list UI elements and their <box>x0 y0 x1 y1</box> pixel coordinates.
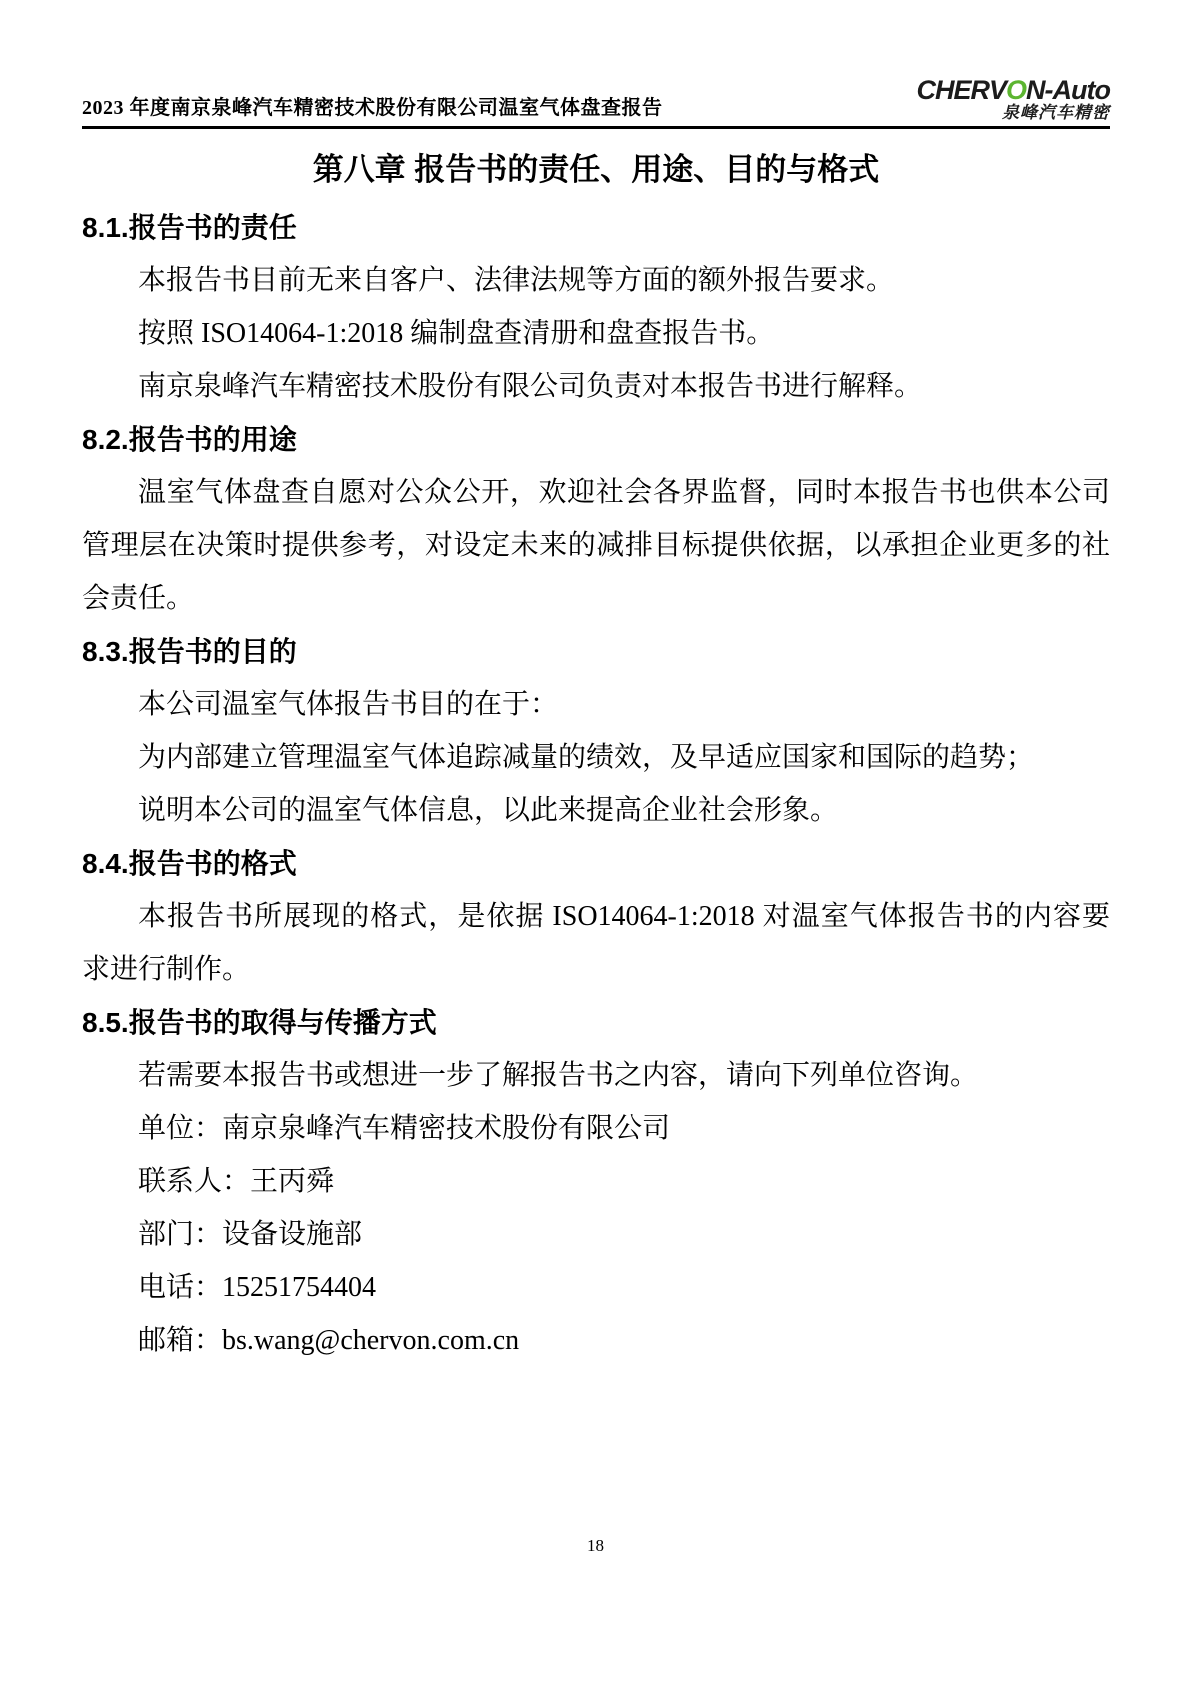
paragraph: 按照 ISO14064-1:2018 编制盘查清册和盘查报告书。 <box>138 318 775 349</box>
chervon-auto-logo <box>917 76 1111 126</box>
paragraph: 本报告书所展现的格式，是依据 ISO14064-1:2018 对温室气体报告书的内容要求进行制作。 <box>82 901 1110 985</box>
paragraph: 说明本公司的温室气体信息，以此来提高企业社会形象。 <box>138 795 839 826</box>
section-8-2 <box>82 413 1110 625</box>
contact-person: 联系人：王丙舜 <box>138 1166 335 1197</box>
section-8-4 <box>82 837 1110 996</box>
contact-department: 部门：设备设施部 <box>138 1219 363 1250</box>
page-header <box>82 0 1110 129</box>
contact-unit: 单位：南京泉峰汽车精密技术股份有限公司 <box>138 1113 671 1144</box>
logo-wordmark <box>917 76 1111 104</box>
header-doc-title: 2023 年度南京泉峰汽车精密技术股份有限公司温室气体盘查报告 <box>82 97 663 119</box>
section-heading: 8.4.报告书的格式 <box>82 848 297 879</box>
chapter-title: 第八章 报告书的责任、用途、目的与格式 <box>312 152 880 187</box>
paragraph: 本报告书目前无来自客户、法律法规等方面的额外报告要求。 <box>138 265 895 296</box>
paragraph: 若需要本报告书或想进一步了解报告书之内容，请向下列单位咨询。 <box>138 1060 979 1091</box>
contact-email: 邮箱：bs.wang@chervon.com.cn <box>138 1325 520 1356</box>
section-8-5 <box>82 996 1110 1367</box>
section-heading: 8.2.报告书的用途 <box>82 424 297 455</box>
contact-phone: 电话：15251754404 <box>138 1272 377 1303</box>
paragraph: 温室气体盘查自愿对公众公开，欢迎社会各界监督，同时本报告书也供本公司管理层在决策时提供参考，对设定未来的减排目标提供依据，以承担企业更多的社会责任。 <box>82 477 1110 614</box>
section-heading: 8.3.报告书的目的 <box>82 636 297 667</box>
paragraph: 南京泉峰汽车精密技术股份有限公司负责对本报告书进行解释。 <box>138 371 923 402</box>
paragraph: 为内部建立管理温室气体追踪减量的绩效，及早适应国家和国际的趋势； <box>138 742 1035 773</box>
section-heading: 8.1.报告书的责任 <box>82 212 297 243</box>
logo-o-icon: O <box>1006 74 1027 105</box>
logo-text-pre: CHERV <box>916 74 1007 105</box>
page-number: 18 <box>587 1536 604 1555</box>
section-heading: 8.5.报告书的取得与传播方式 <box>82 1007 437 1038</box>
paragraph: 本公司温室气体报告书目的在于： <box>138 689 559 720</box>
section-8-3 <box>82 625 1110 837</box>
logo-text-post: N-Auto <box>1026 74 1110 105</box>
logo-subtitle: 泉峰汽车精密 <box>1002 103 1110 123</box>
section-8-1 <box>82 201 1110 413</box>
document-body <box>82 129 1110 1367</box>
